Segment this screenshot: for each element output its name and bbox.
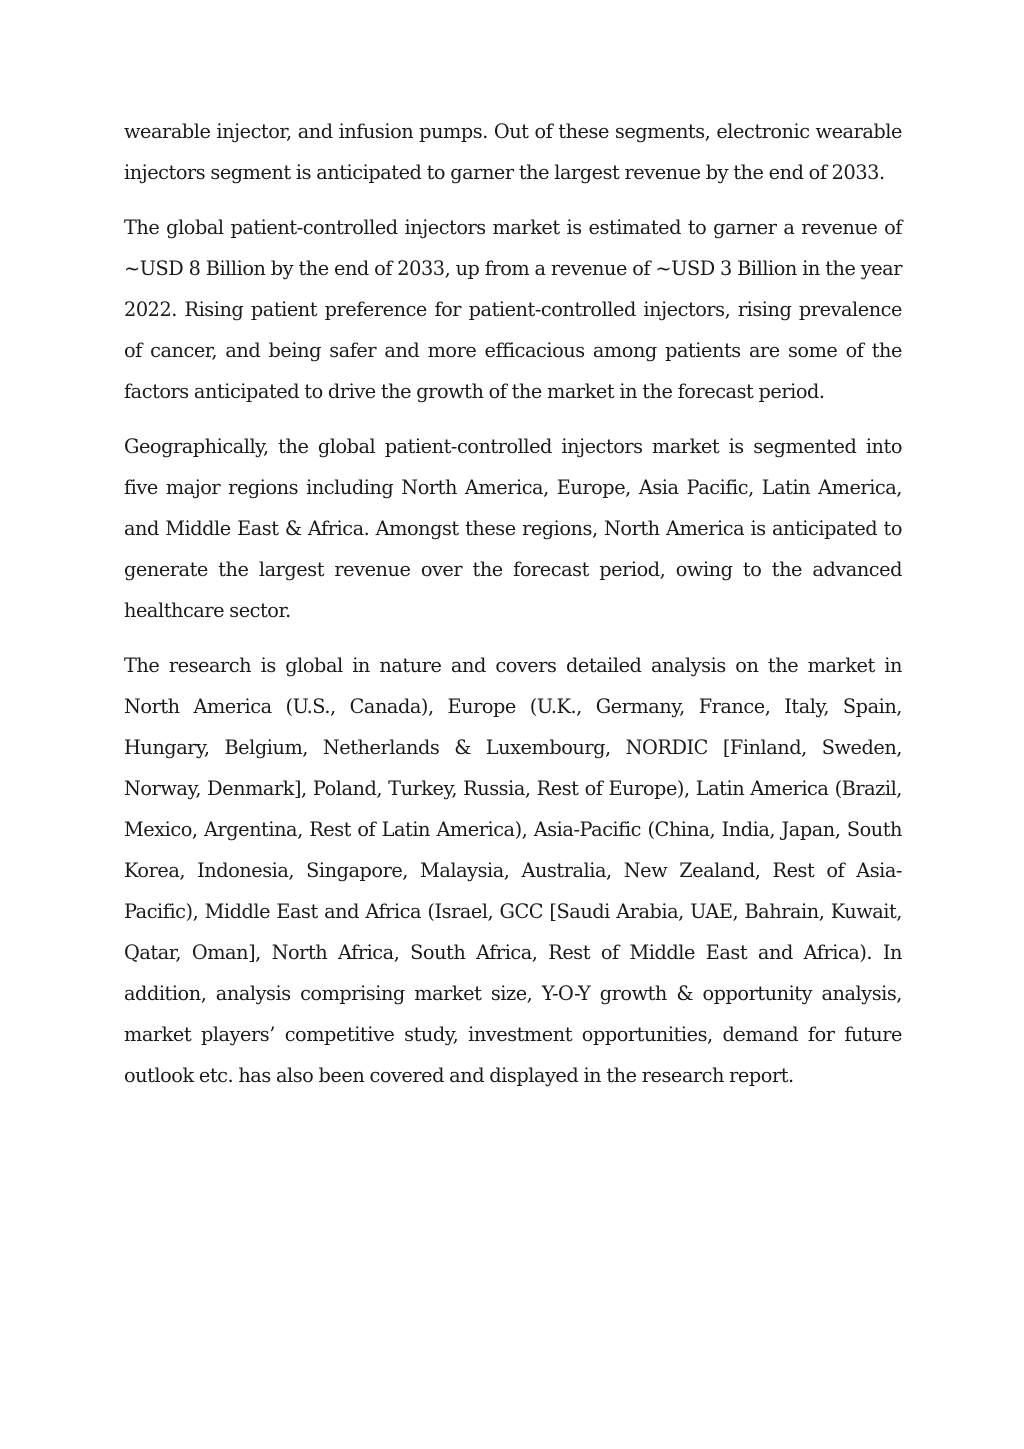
paragraph-market-revenue: The global patient-controlled injectors market is estimated to garner a revenue of ~USD 8 Billion by the end of 2033, up from a revenue of ~USD 3 Billion in the year 2022. Rising patient preference for patient-controlled injectors, rising prevalence of cancer, and being safer and more efficacious among patients are some of the factors anticipated to drive the growth of the market in the forecast period. [124,216,902,403]
paragraph-segments-summary: wearable injector, and infusion pumps. Out of these segments, electronic wearable injectors segment is anticipated to garner the largest revenue by the end of 2033. [124,120,902,184]
paragraph-research-scope: The research is global in nature and covers detailed analysis on the market in North America (U.S., Canada), Europe (U.K., Germany, France, Italy, Spain, Hungary, Belgium, Netherlands & Luxembourg, NORDIC [Finland, Sweden, Norway, Denmark], Poland, Turkey, Russia, Rest of Europe), Latin America (Brazil, Mexico, Argentina, Rest of Latin America), Asia-Pacific (China, India, Japan, South Korea, Indonesia, Singapore, Malaysia, Australia, New Zealand, Rest of Asia-Pacific), Middle East and Africa (Israel, GCC [Saudi Arabia, UAE, Bahrain, Kuwait, Qatar, Oman], North Africa, South Africa, Rest of Middle East and Africa). In addition, analysis comprising market size, Y-O-Y growth & opportunity analysis, market players’ competitive study, investment opportunities, demand for future outlook etc. has also been covered and displayed in the research report. [124,654,902,1087]
paragraph-geographic-segmentation: Geographically, the global patient-controlled injectors market is segmented into five major regions including North America, Europe, Asia Pacific, Latin America, and Middle East & Africa. Amongst these regions, North America is anticipated to generate the largest revenue over the forecast period, owing to the advanced healthcare sector. [124,435,902,622]
document-page [124,111,902,1110]
